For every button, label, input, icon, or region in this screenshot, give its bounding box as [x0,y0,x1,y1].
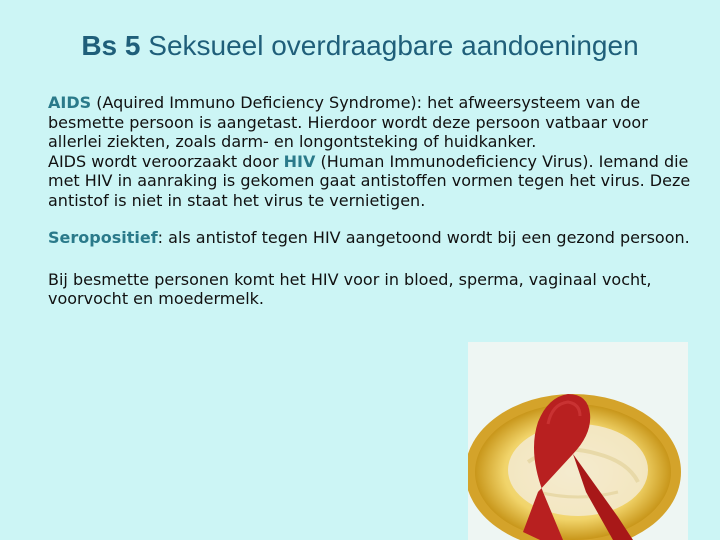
paragraph-seropositief [48,228,698,248]
paragraph-transmission: Bij besmette personen komt het HIV voor in bloed, sperma, vaginaal vocht, voorvocht en moedermelk. [48,269,652,308]
hiv-description: (Human Immunodeficiency Virus). Iemand die met HIV in aanraking is gekomen gaat antistoffen vormen tegen het virus. Deze antistof is niet in staat het virus te vernietigen. [48,151,691,210]
keyword-seropositief: Seropositief [48,228,158,247]
aids-definition: (Aquired Immuno Deficiency Syndrome): het afweersysteem van de besmette persoon is aangetast. Hierdoor wordt deze persoon vatbaar voor allerlei ziekten, zoals darm- en longontsteking of huidkanker. [48,93,648,151]
aids-cause: AIDS wordt veroorzaakt door [48,151,284,171]
condom-with-red-ribbon-icon [468,342,688,540]
keyword-hiv: HIV [283,151,316,171]
keyword-aids: AIDS [48,93,92,112]
title-number: Bs 5 [81,30,141,61]
slide-body [48,93,698,309]
condom-ribbon-image [468,342,688,540]
seropositief-definition: : als antistof tegen HIV aangetoond wordt bij een gezond persoon. [157,228,690,247]
title-text: Seksueel overdraagbare aandoeningen [148,30,639,61]
slide-title [0,30,720,62]
paragraph-aids [48,93,698,210]
